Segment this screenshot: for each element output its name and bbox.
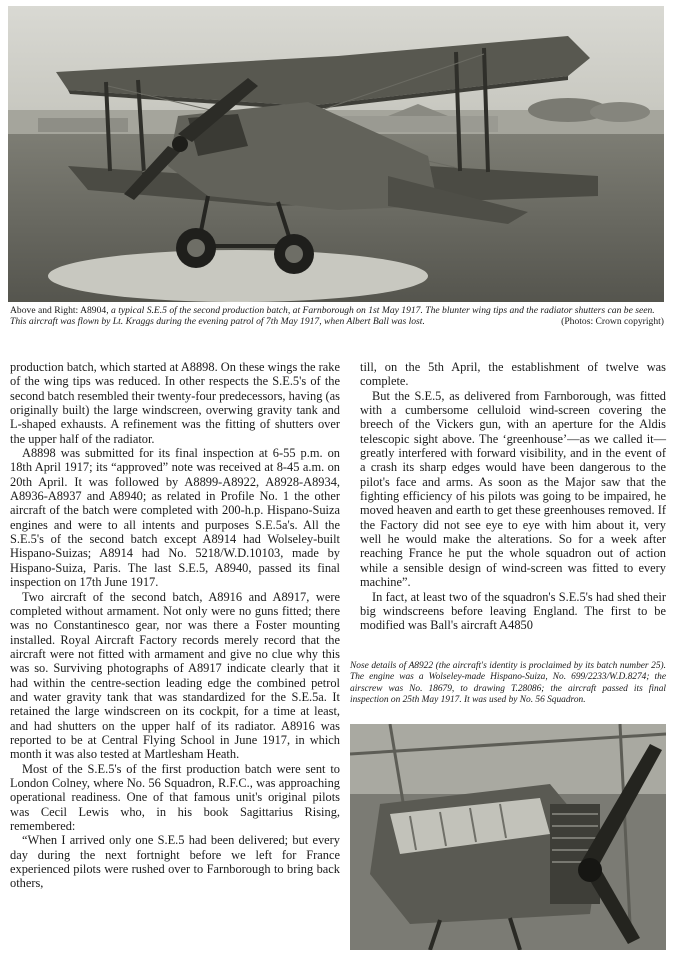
caption-text: a typical S.E.5 of the second production batch, at Farnborough on 1st May 1917. The blunter wing tips and the radiator shutters can be seen. This aircraft was flown by Lt. Kraggs during the evening patrol of 7th May 1917, when Albert Ball was lost.: [10, 305, 655, 327]
right-text-column: [360, 360, 666, 633]
paragraph: Two aircraft of the second batch, A8916 and A8917, were completed without armament. Not only were no guns fitted; there was no Constantinesco gear, nor was there a Foster mounting installed. Royal Aircraft Factory records merely record that the aircraft were not fitted with armament and give no clue why this was so. Surviving photographs of A8917 indicate clearly that it had within the centre-section leading edge the combined petrol and water gravity tank that was standardized for the S.E.5a. It retained the large windscreen on its cockpit, for a time at least, and had shutters on the upper half of its radiator. A8916 was reported to be at Central Flying School in June 1917, in which month it was also tested at Martlesham Heath.: [10, 589, 340, 762]
caption-lead: Above and Right: A8904,: [10, 305, 109, 316]
paragraph: In fact, at least two of the squadron's S.E.5's had shed their big windscreens before leaving England. The first to be modified was Ball's aircraft A4850: [360, 589, 666, 633]
left-text-column: [10, 360, 340, 891]
engine-nose-illustration: [350, 724, 666, 950]
nose-detail-photo-a8922: [350, 724, 666, 950]
paragraph: Most of the S.E.5's of the first production batch were sent to London Colney, where No. 56 Squadron, R.F.C., was approaching operational readiness. One of that famous unit's original pilots was Cecil Lewis who, in his book Sagittarius Rising, remembered:: [10, 761, 340, 833]
paragraph: A8898 was submitted for its final inspection at 6-55 p.m. on 18th April 1917; its “approved” note was received at 8-45 a.m. on 20th April. It was followed by A8899-A8922, A8928-A8934, A8936-A8937 and A8940; as related in Profile No. 1 the other aircraft of the batch were completed with 200-h.p. Hispano-Suiza engines and were to all intents and purposes S.E.5a's. All the S.E.5's of the second batch except A8914 had Wolseley-built Hispano-Suizas; A8914 had No. 5218/W.D.10103, made by Hispano-Suiza, Paris. The last S.E.5, A8940, passed its final inspection on 17th June 1917.: [10, 446, 340, 590]
top-photo-caption: [10, 305, 664, 327]
biplane-illustration: [8, 6, 664, 302]
quotation: “When I arrived only one S.E.5 had been delivered; but every day during the next fortnight before we left for France experienced pilots were rushed over to Farnborough to bring back others,: [10, 833, 340, 891]
aircraft-photo-a8904: [8, 6, 664, 302]
paragraph: production batch, which started at A8898. On these wings the rake of the wing tips was reduced. In other respects the S.E.5's of the second batch resembled their twenty-four predecessors, having (as originally built) the large windscreen, overwing gravity tank and L-shaped exhausts. A refinement was the fitting of shutters over the upper half of the radiator.: [10, 360, 340, 446]
nose-photo-caption: Nose details of A8922 (the aircraft's identity is proclaimed by its batch number 25). The engine was a Wolseley-made Hispano-Suiza, No. 699/2233/W.D.8274; the airscrew was No. 18679, to drawing T.28086; the aircraft passed its final inspection on 25th May 1917. It was used by No. 56 Squadron.: [350, 661, 666, 705]
photo-credit: (Photos: Crown copyright): [561, 316, 664, 327]
paragraph: But the S.E.5, as delivered from Farnborough, was fitted with a cumbersome celluloid wind-screen covering the breech of the Vickers gun, with an aperture for the Aldis telescopic sight above. The ‘greenhouse’—as we called it—greatly interfered with forward visibility, and in the event of a crash its sharp edges would have been dangerous to the pilot's face and arms. As soon as the Major saw that the fighting efficiency of his pilots was going to be impaired, he moved heaven and earth to get these greenhouses removed. If the Factory did not see eye to eye with him about it, very well he would make the alterations. So for a week after reaching France he put the whole squadron out of action while a sensible design of wind-screen was fitted to every machine”.: [360, 388, 666, 590]
paragraph: till, on the 5th April, the establishment of twelve was complete.: [360, 360, 666, 389]
